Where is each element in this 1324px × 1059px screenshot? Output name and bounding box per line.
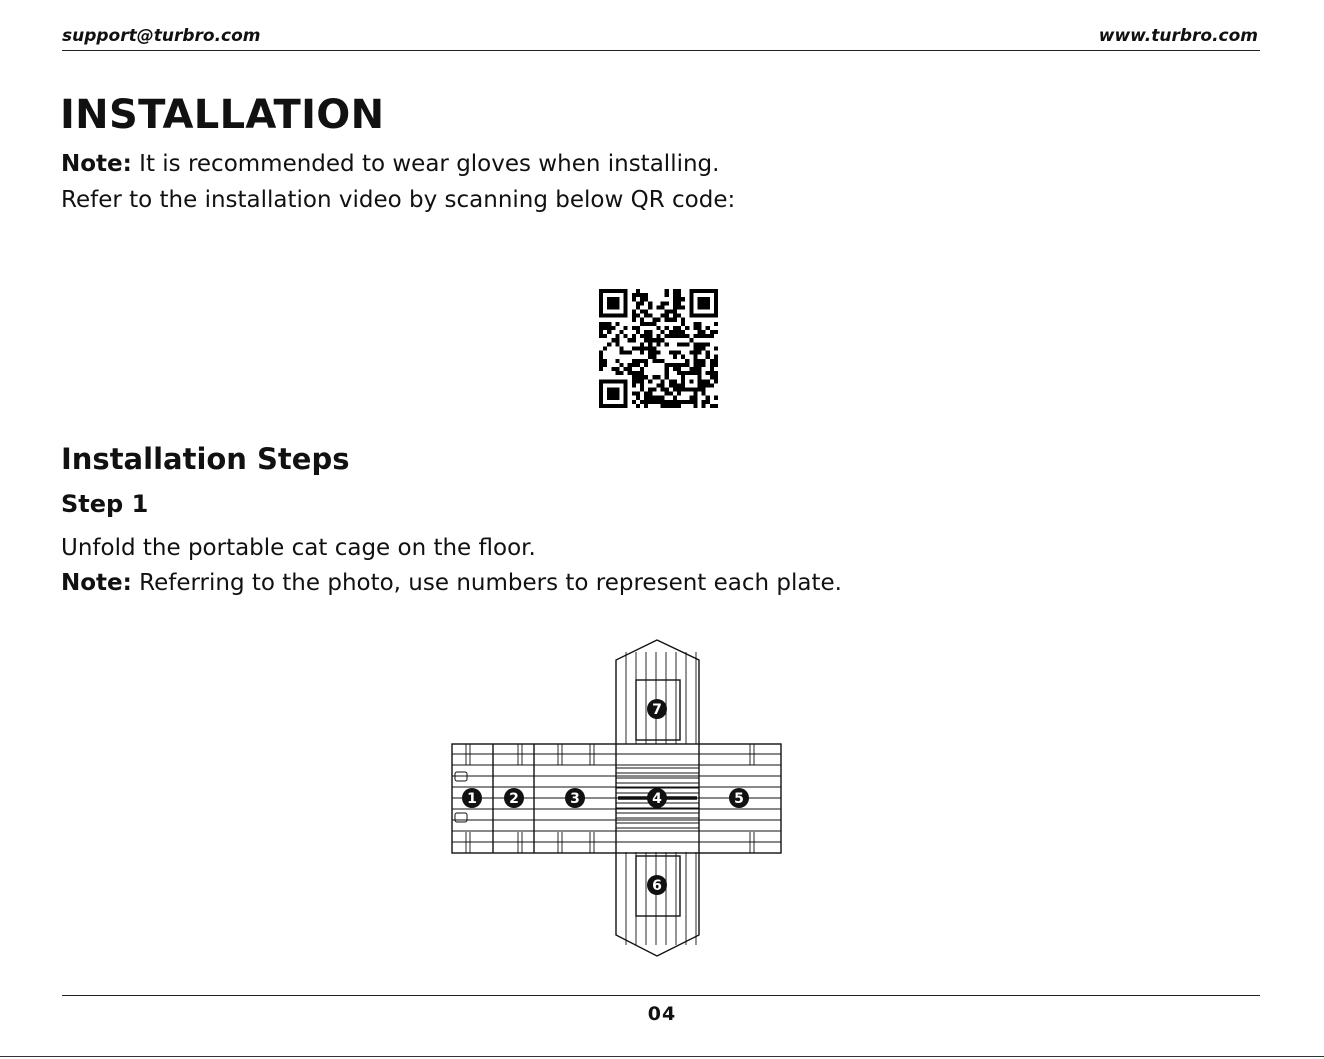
video-instruction: Refer to the installation video by scanning below QR code:	[61, 187, 736, 213]
note-label: Note:	[61, 570, 132, 596]
plate-7-outline	[616, 640, 699, 744]
plate-7-number: 7	[652, 702, 662, 718]
plate-3-number: 3	[570, 791, 580, 807]
step-1-heading: Step 1	[61, 490, 149, 518]
plate-6-outline	[616, 852, 699, 956]
cage-layout-diagram	[440, 632, 790, 962]
qr-code	[599, 289, 718, 408]
plate-1-number: 1	[467, 791, 477, 807]
page-number: 04	[647, 1003, 677, 1025]
note-text: It is recommended to wear gloves when installing.	[131, 151, 720, 177]
website-link[interactable]: www.turbro.com	[1098, 26, 1258, 46]
note-label: Note:	[61, 151, 132, 177]
step-1-text: Unfold the portable cat cage on the floor.	[61, 535, 536, 561]
support-email[interactable]: support@turbro.com	[62, 26, 261, 46]
plate-6-number: 6	[652, 878, 662, 894]
footer-divider	[62, 995, 1260, 996]
page-title: INSTALLATION	[60, 92, 385, 138]
plate-5-number: 5	[734, 791, 744, 807]
step-1-note	[61, 570, 842, 596]
steps-heading: Installation Steps	[61, 442, 350, 476]
note-text: Referring to the photo, use numbers to represent each plate.	[131, 570, 842, 596]
gloves-note	[61, 151, 719, 177]
plate-4-number: 4	[652, 791, 662, 807]
header-divider	[62, 50, 1260, 51]
page-edge-line	[0, 1056, 1324, 1057]
plate-2-number: 2	[509, 791, 519, 807]
